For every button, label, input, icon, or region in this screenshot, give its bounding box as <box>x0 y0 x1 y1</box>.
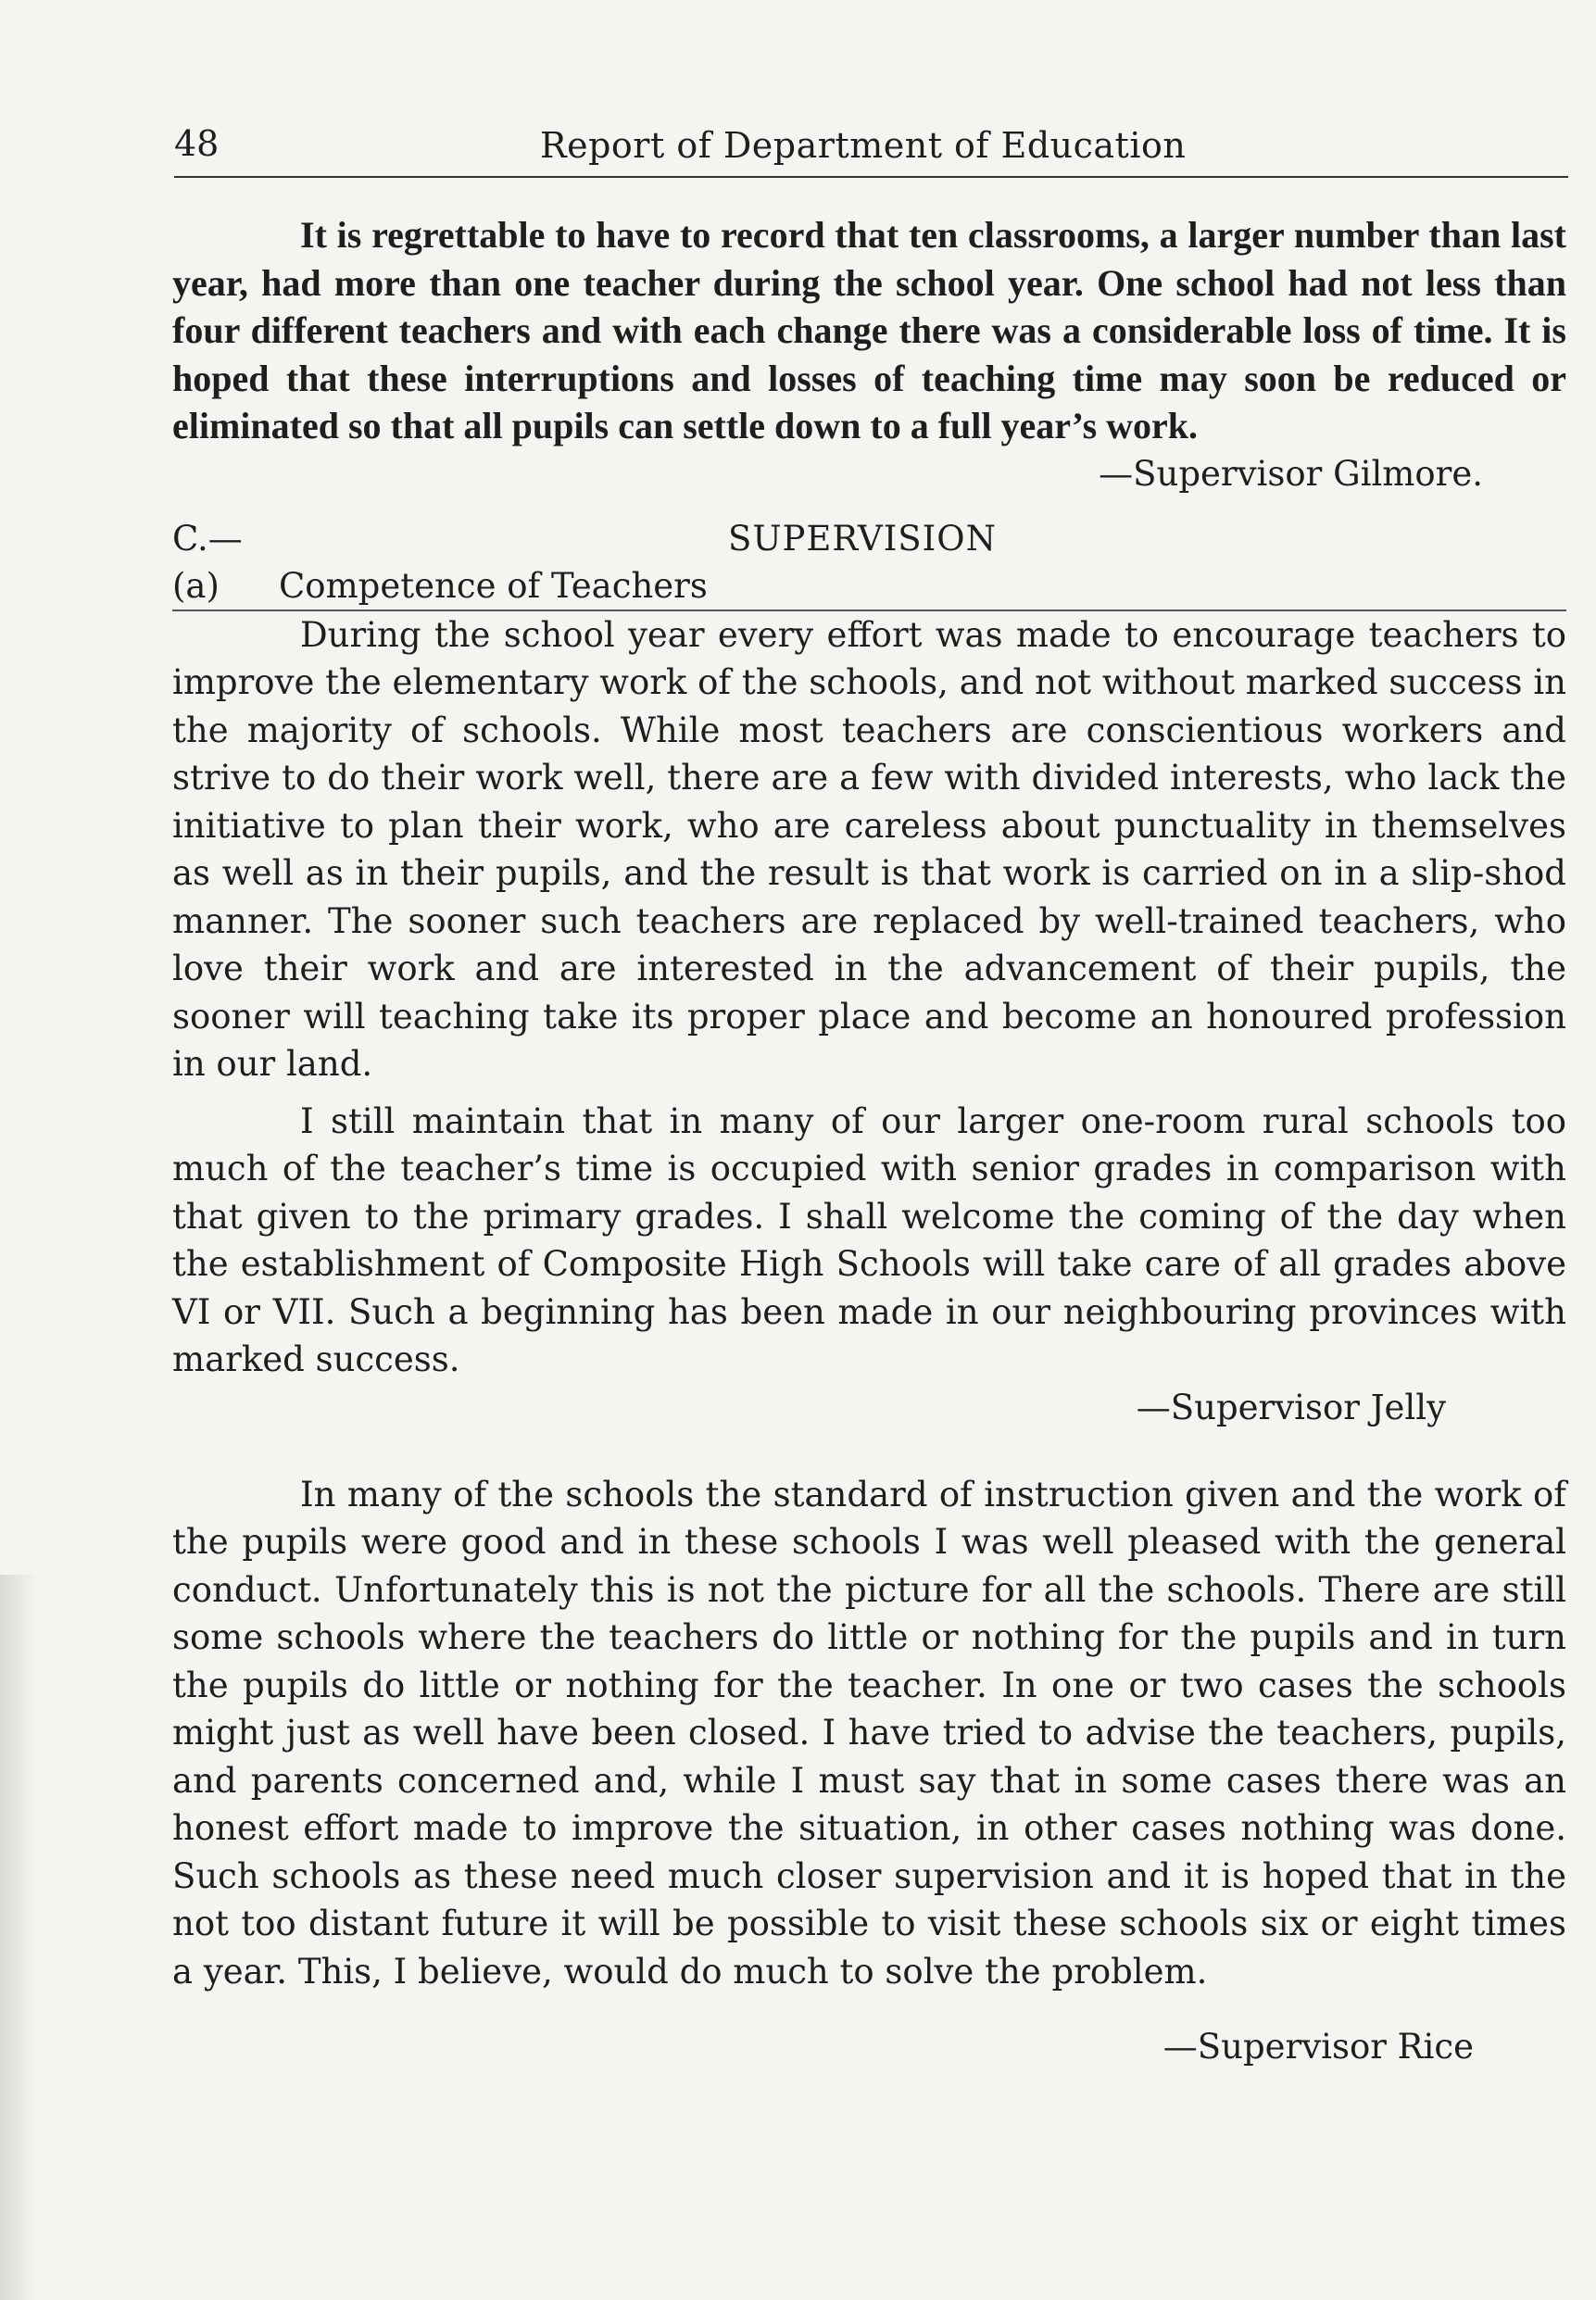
signature-jelly: —Supervisor Jelly <box>1136 1387 1446 1427</box>
page-edge-shadow <box>0 1575 37 2300</box>
page-header <box>174 120 1568 178</box>
page-content <box>172 211 1566 2071</box>
subsection-heading <box>172 563 1566 611</box>
signature-rice: —Supervisor Rice <box>1162 2027 1474 2067</box>
competence-paragraph-2: I still maintain that in many of our larger one-room rural schools too much of the teacher’s time is occupied with senior grades in comparison with that given to the primary grades. I shall welcome the coming of the day when the establishment of Composite High Schools will take care of all grades above VI or VII. Such a beginning has been made in our neighbouring provinces with marked success. <box>172 1100 1566 1379</box>
subsection-label: (a) <box>172 565 220 606</box>
section-title: SUPERVISION <box>728 518 997 559</box>
running-head: Report of Department of Education <box>540 125 1187 166</box>
subsection-title: Competence of Teachers <box>279 565 708 606</box>
competence-paragraph-3: In many of the schools the standard of instruction given and the work of the pupils were good and in these schools I was well pleased with the general conduct. Unfortunately this is not the picture for all the schools. There are still some schools where the teachers do little or nothing for the pupils and in turn the pupils do little or nothing for the teacher. In one or two cases the schools might just as well have been closed. I have tried to advise the teachers, pupils, and parents concerned and, while I must say that in some cases there was an honest effort made to improve the situation, in other cases nothing was done. Such schools as these need much closer supervision and it is hoped that in the not too distant future it will be possible to visit these schools six or eight times a year. This, I believe, would do much to solve the problem. <box>172 1474 1566 1992</box>
competence-paragraph-1: During the school year every effort was made to encourage teachers to improve the elementary work of the schools, and not without marked success in the majority of schools. While most teachers are conscientious workers and strive to do their work well, there are a few with divided interests, who lack the initiative to plan their work, who are careless about punctuality in themselves as well as in their pupils, and the result is that work is carried on in a slip-shod manner. The sooner such teachers are replaced by well-trained teachers, who love their work and are interested in the advancement of their pupils, the sooner will teaching take its proper place and become an honoured profession in our land. <box>172 614 1566 1084</box>
section-letter: C.— <box>172 518 243 559</box>
section-heading <box>172 515 1566 563</box>
signature-gilmore: —Supervisor Gilmore. <box>1099 453 1483 494</box>
intro-paragraph: It is regrettable to have to record that ten classrooms, a larger number than last year, had more than one teacher during the school year. One school had not less than four different teachers and with each change there was a considerable loss of time. It is hoped that these interruptions and losses of teaching time may soon be reduced or eliminated so that all pupils can settle down to a full year’s work. <box>172 214 1566 446</box>
page-number: 48 <box>174 123 220 164</box>
